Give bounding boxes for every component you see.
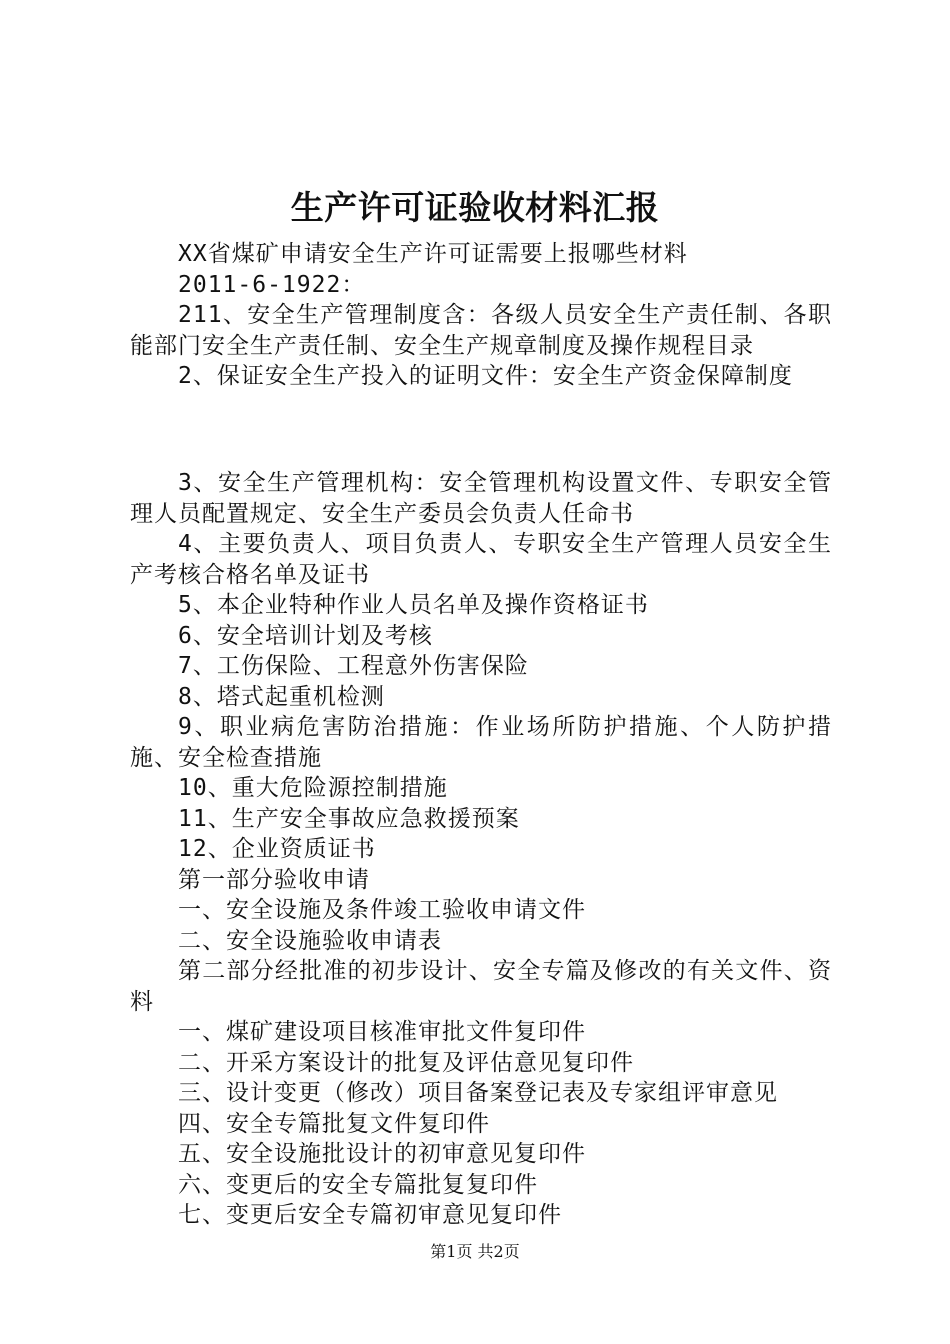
- paragraph: 第二部分经批准的初步设计、安全专篇及修改的有关文件、资料: [130, 958, 832, 1015]
- paragraph: 7、工伤保险、工程意外伤害保险: [178, 653, 529, 679]
- paragraph: 211、安全生产管理制度含：各级人员安全生产责任制、各职能部门安全生产责任制、安全生产规章制度及操作规程目录: [130, 302, 832, 359]
- paragraph: 六、变更后的安全专篇批复复印件: [178, 1171, 538, 1198]
- paragraph: 2、保证安全生产投入的证明文件：安全生产资金保障制度: [178, 363, 793, 389]
- paragraph: 一、安全设施及条件竣工验收申请文件: [178, 897, 586, 923]
- paragraph: 第一部分验收申请: [178, 866, 370, 893]
- paragraph: 五、安全设施批设计的初审意见复印件: [178, 1141, 586, 1167]
- paragraph: 二、开采方案设计的批复及评估意见复印件: [178, 1049, 634, 1076]
- paragraph: XX省煤矿申请安全生产许可证需要上报哪些材料: [178, 241, 688, 267]
- paragraph: 四、安全专篇批复文件复印件: [178, 1110, 490, 1137]
- paragraph: 8、塔式起重机检测: [178, 683, 385, 710]
- document-body: [130, 239, 832, 1231]
- paragraph: 4、主要负责人、项目负责人、专职安全生产管理人员安全生产考核合格名单及证书: [130, 531, 832, 588]
- paragraph: 10、重大危险源控制措施: [178, 775, 448, 801]
- paragraph: 2011-6-1922：: [178, 271, 366, 298]
- page-title: 生产许可证验收材料汇报: [290, 188, 660, 227]
- paragraph: 11、生产安全事故应急救援预案: [178, 805, 520, 832]
- paragraph: 6、安全培训计划及考核: [178, 622, 433, 649]
- paragraph: 七、变更后安全专篇初审意见复印件: [178, 1202, 562, 1228]
- paragraph: 5、本企业特种作业人员名单及操作资格证书: [178, 592, 649, 618]
- paragraph: 3、安全生产管理机构：安全管理机构设置文件、专职安全管理人员配置规定、安全生产委员会负责人任命书: [130, 470, 832, 527]
- paragraph: 三、设计变更（修改）项目备案登记表及专家组评审意见: [178, 1080, 778, 1106]
- paragraph: 二、安全设施验收申请表: [178, 927, 442, 954]
- page-footer: 第1页 共2页: [430, 1242, 520, 1261]
- blank-line: [130, 415, 832, 446]
- paragraph: 9、职业病危害防治措施：作业场所防护措施、个人防护措施、安全检查措施: [130, 714, 832, 771]
- paragraph: 一、煤矿建设项目核准审批文件复印件: [178, 1019, 586, 1045]
- paragraph: 12、企业资质证书: [178, 836, 376, 862]
